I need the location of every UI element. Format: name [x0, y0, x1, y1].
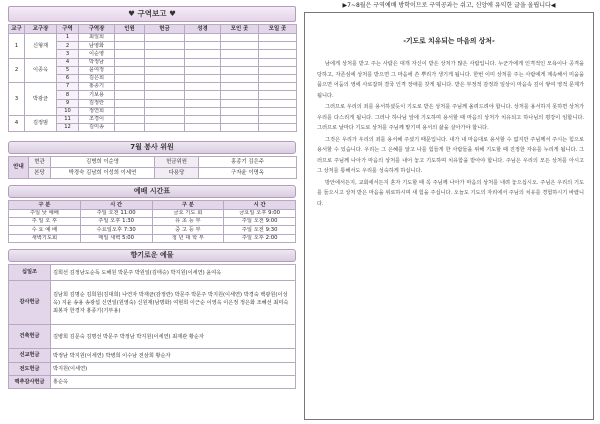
- table-row: [9, 168, 297, 179]
- offering-label: 맥추감사헌금: [9, 376, 51, 389]
- district-leader-cell: 최일희: [79, 34, 115, 42]
- committee-role: 다용당: [155, 168, 199, 179]
- district-leader-cell: 윤여정: [79, 66, 115, 74]
- offering-label: 십일조: [9, 265, 51, 281]
- col-parish-leader: 교구장: [25, 25, 57, 34]
- district-leader-cell: 남영화: [79, 42, 115, 50]
- offering-label: 감사헌금: [9, 281, 51, 325]
- district-cell: 11: [57, 115, 79, 123]
- offerings-title: 향기로운 예물: [130, 251, 174, 260]
- committee-names: 구자윤 이명옥: [199, 168, 297, 179]
- col-category: 구 분: [9, 201, 81, 209]
- parish-cell: 1: [9, 34, 25, 59]
- vacation-notice: ▶7~8월은 구역예배 방학이므로 구역공과는 쉬고, 신앙에 유익한 글을 올립니다◀: [342, 2, 556, 9]
- committee-role: 헌금위원: [155, 157, 199, 168]
- service-time: 수요일오후 7:30: [80, 226, 152, 234]
- service-name: 수 요 예 배: [9, 226, 81, 234]
- service-name: 주 일 오 후: [9, 218, 81, 226]
- district-leader-cell: 박정남: [79, 58, 115, 66]
- table-row: [9, 325, 296, 349]
- article-paragraph: 그러므로 우리의 죄를 용서하셨듯이 기도로 받은 상처를 주님께 올려드려야 합니다. 상처를 용서하지 못하면 상처가 우리를 다스리게 됩니다. 그러나 하나님 앞에 기도하며 용서할 때 마음의 상처가 치유되고 하나님의 평강이 임합니다. 그러므로 날마다 기도로 상처를 주님께 맡기며 용서의 삶을 살아가야 합니다.: [317, 104, 584, 132]
- district-cell: 10: [57, 107, 79, 115]
- district-leader-cell: 이순영: [79, 50, 115, 58]
- district-leader-cell: 기보용: [79, 91, 115, 99]
- district-cell: 6: [57, 74, 79, 82]
- article-paragraph: 방안에서든지, 교회에서든지 혼자 기도할 때 꼭 주님께 나아가 마음의 상처를 내려 놓으십시오. 주님은 우리의 기도를 들으시고 상처 받은 마음을 위로하시며 새 힘을 주십니다. 오늘도 기도의 자리에서 주님의 치유를 경험하시기 바랍니다.: [317, 179, 584, 207]
- col-district: 구역: [57, 25, 79, 34]
- committee-role: 현관: [29, 157, 51, 168]
- service-time: 주일 오전 11:00: [80, 209, 152, 217]
- service-time: 주일 오전 9:00: [224, 218, 296, 226]
- service-time: 주일 오후 1:30: [80, 218, 152, 226]
- table-row: [9, 265, 296, 281]
- district-report-title: 구역보고: [137, 9, 167, 18]
- offering-label: 건축헌금: [9, 325, 51, 349]
- offering-label: 전도헌금: [9, 363, 51, 376]
- parish-cell: 3: [9, 83, 25, 116]
- service-name: 주일 낮 예배: [9, 209, 81, 217]
- parish-leader-cell: 김정범: [25, 115, 57, 131]
- offerings-table: [8, 264, 296, 389]
- table-row: [9, 349, 296, 363]
- parish-leader-cell: 신형재: [25, 34, 57, 59]
- service-name: 새벽기도회: [9, 234, 81, 242]
- worship-times-title: 예배 시간표: [133, 187, 171, 196]
- parish-leader-cell: 박광균: [25, 83, 57, 116]
- july-committee-header: [8, 141, 296, 154]
- committee-names: 박경숙 김남희 이성희 이세연: [51, 168, 155, 179]
- col-time: 시 간: [224, 201, 296, 209]
- district-report-header-row: [9, 25, 297, 34]
- district-cell: 9: [57, 99, 79, 107]
- parish-cell: 4: [9, 115, 25, 131]
- district-leader-cell: 김은희: [79, 74, 115, 82]
- table-row: [9, 58, 297, 66]
- district-leader-cell: 홍종기: [79, 83, 115, 91]
- col-category: 구 분: [152, 201, 224, 209]
- worship-times-header: [8, 185, 296, 198]
- col-district-leader: 구역장: [79, 25, 115, 34]
- committee-label: 안내: [9, 157, 29, 179]
- offering-label: 선교헌금: [9, 349, 51, 363]
- table-row: [9, 115, 297, 123]
- parish-leader-cell: 이종옥: [25, 58, 57, 83]
- table-row: [9, 234, 296, 242]
- table-row: [9, 218, 296, 226]
- district-leader-cell: 김정란: [79, 99, 115, 107]
- table-row: [9, 363, 296, 376]
- district-leader-cell: 조경이: [79, 115, 115, 123]
- offering-names: 김희선 김정남도순독 도해원 박문주 박원일(김태승) 박지원(이세연) 윤여옥: [51, 265, 296, 281]
- july-committee-table: [8, 156, 297, 179]
- article-paragraph: 그것은 우리가 우리의 죄를 용서해 주셨기 때문입니다. 내가 내 마음대로 용서할 수 없지만 주님께서 주시는 힘으로 용서할 수 있습니다. 우리는 그 은혜를 알고 나를 힘들게 한 사람들을 위해 기도할 때 진정한 자유를 누리게 됩니다. 그러므로 주님께 나아가 마음의 상처를 내어 놓고 기도하며 치유함을 받아야 합니다. 주님은 우리의 모든 상처를 아시고 그 상처를 통해서도 우리를 성숙하게 하십니다.: [317, 136, 584, 175]
- service-time: 매일 새벽 5:00: [80, 234, 152, 242]
- district-cell: 5: [57, 66, 79, 74]
- col-meet-at: 모일 곳: [259, 25, 297, 34]
- service-name: 청 년 대 학 부: [152, 234, 224, 242]
- service-time: 주일 오전 9:30: [224, 226, 296, 234]
- col-bible: 성경: [185, 25, 221, 34]
- july-committee-title: 7월 봉사 위원: [130, 143, 174, 152]
- table-row: [9, 157, 297, 168]
- table-row: [9, 226, 296, 234]
- table-row: [9, 281, 296, 325]
- district-report-table: [8, 24, 297, 132]
- article-body: [305, 59, 593, 209]
- offering-names: 김남희 김명순 김희원(김대희) 나연자 박재균(감정란) 박문주 박문주 박지원(이세연) 박경숙 백광원(이성옥) 지윤 송용 송광섭 신연일(원영숙) 신원재(남명화) 여현희 이근순 이영옥 이은정 정은화 조혜선 최미숙 최봉자 한경자 홍종기(기부용): [51, 281, 296, 325]
- district-cell: 1: [57, 34, 79, 42]
- committee-role: 본당: [29, 168, 51, 179]
- service-name: 중 고 등 부: [152, 226, 224, 234]
- service-time: 금요일 오후 9:00: [224, 209, 296, 217]
- service-name: 금요 기도 회: [152, 209, 224, 217]
- district-cell: 8: [57, 91, 79, 99]
- col-parish: 교구: [9, 25, 25, 34]
- district-leader-cell: 정연희: [79, 107, 115, 115]
- table-row: [9, 376, 296, 389]
- table-row: [9, 34, 297, 42]
- offering-names: 김병희 김문숙 김명선 박문주 박정남 박지원(이세연) 최재관 황순자: [51, 325, 296, 349]
- district-cell: 3: [57, 50, 79, 58]
- service-time: 주일 오후 2:00: [224, 234, 296, 242]
- col-offering: 헌금: [145, 25, 185, 34]
- left-column: [8, 6, 296, 420]
- heart-icon: ♥: [169, 9, 176, 18]
- worship-times-header-row: [9, 201, 296, 209]
- article-title: -기도로 치유되는 마음의 상처-: [403, 37, 495, 45]
- district-report-header: [8, 6, 296, 22]
- offering-names: 박정남 박지원(이세연) 박병희 이수남 전삼희 황순자: [51, 349, 296, 363]
- committee-names: 김병희 이순영: [51, 157, 155, 168]
- service-name: 유 초 등 부: [152, 218, 224, 226]
- district-cell: 2: [57, 42, 79, 50]
- article-panel: [304, 12, 594, 420]
- col-met-at: 모인 곳: [221, 25, 259, 34]
- offering-names: 홍순옥: [51, 376, 296, 389]
- district-cell: 12: [57, 124, 79, 132]
- table-row: [9, 209, 296, 217]
- col-time: 시 간: [80, 201, 152, 209]
- offering-names: 박지원(이세연): [51, 363, 296, 376]
- offerings-header: [8, 249, 296, 262]
- worship-times-table: [8, 200, 296, 243]
- committee-names: 홍종기 김은주: [199, 157, 297, 168]
- district-cell: 7: [57, 83, 79, 91]
- district-cell: 4: [57, 58, 79, 66]
- article-paragraph: 남에게 상처를 받고 주는 사람은 대개 자신이 받은 상처가 많은 사람입니다. 누군가에게 인격적인 모욕이나 공격을 당하고, 자존심에 상처를 받으면 그 마음에 쓴 뿌리가 생기게 됩니다. 한번 이미 상처를 주는 사람에게 계속해서 미움을 품으면 어둠의 영에 사로잡혀 결국 인격 장애를 갖게 됩니다. 받은 부정적 감정과 일상이 마음속 깊이 쌓여 영적 문제가 됩니다.: [317, 61, 584, 99]
- district-leader-cell: 김미송: [79, 124, 115, 132]
- heart-icon: ♥: [128, 9, 135, 18]
- table-row: [9, 83, 297, 91]
- col-attendance: 인원: [115, 25, 145, 34]
- parish-cell: 2: [9, 58, 25, 83]
